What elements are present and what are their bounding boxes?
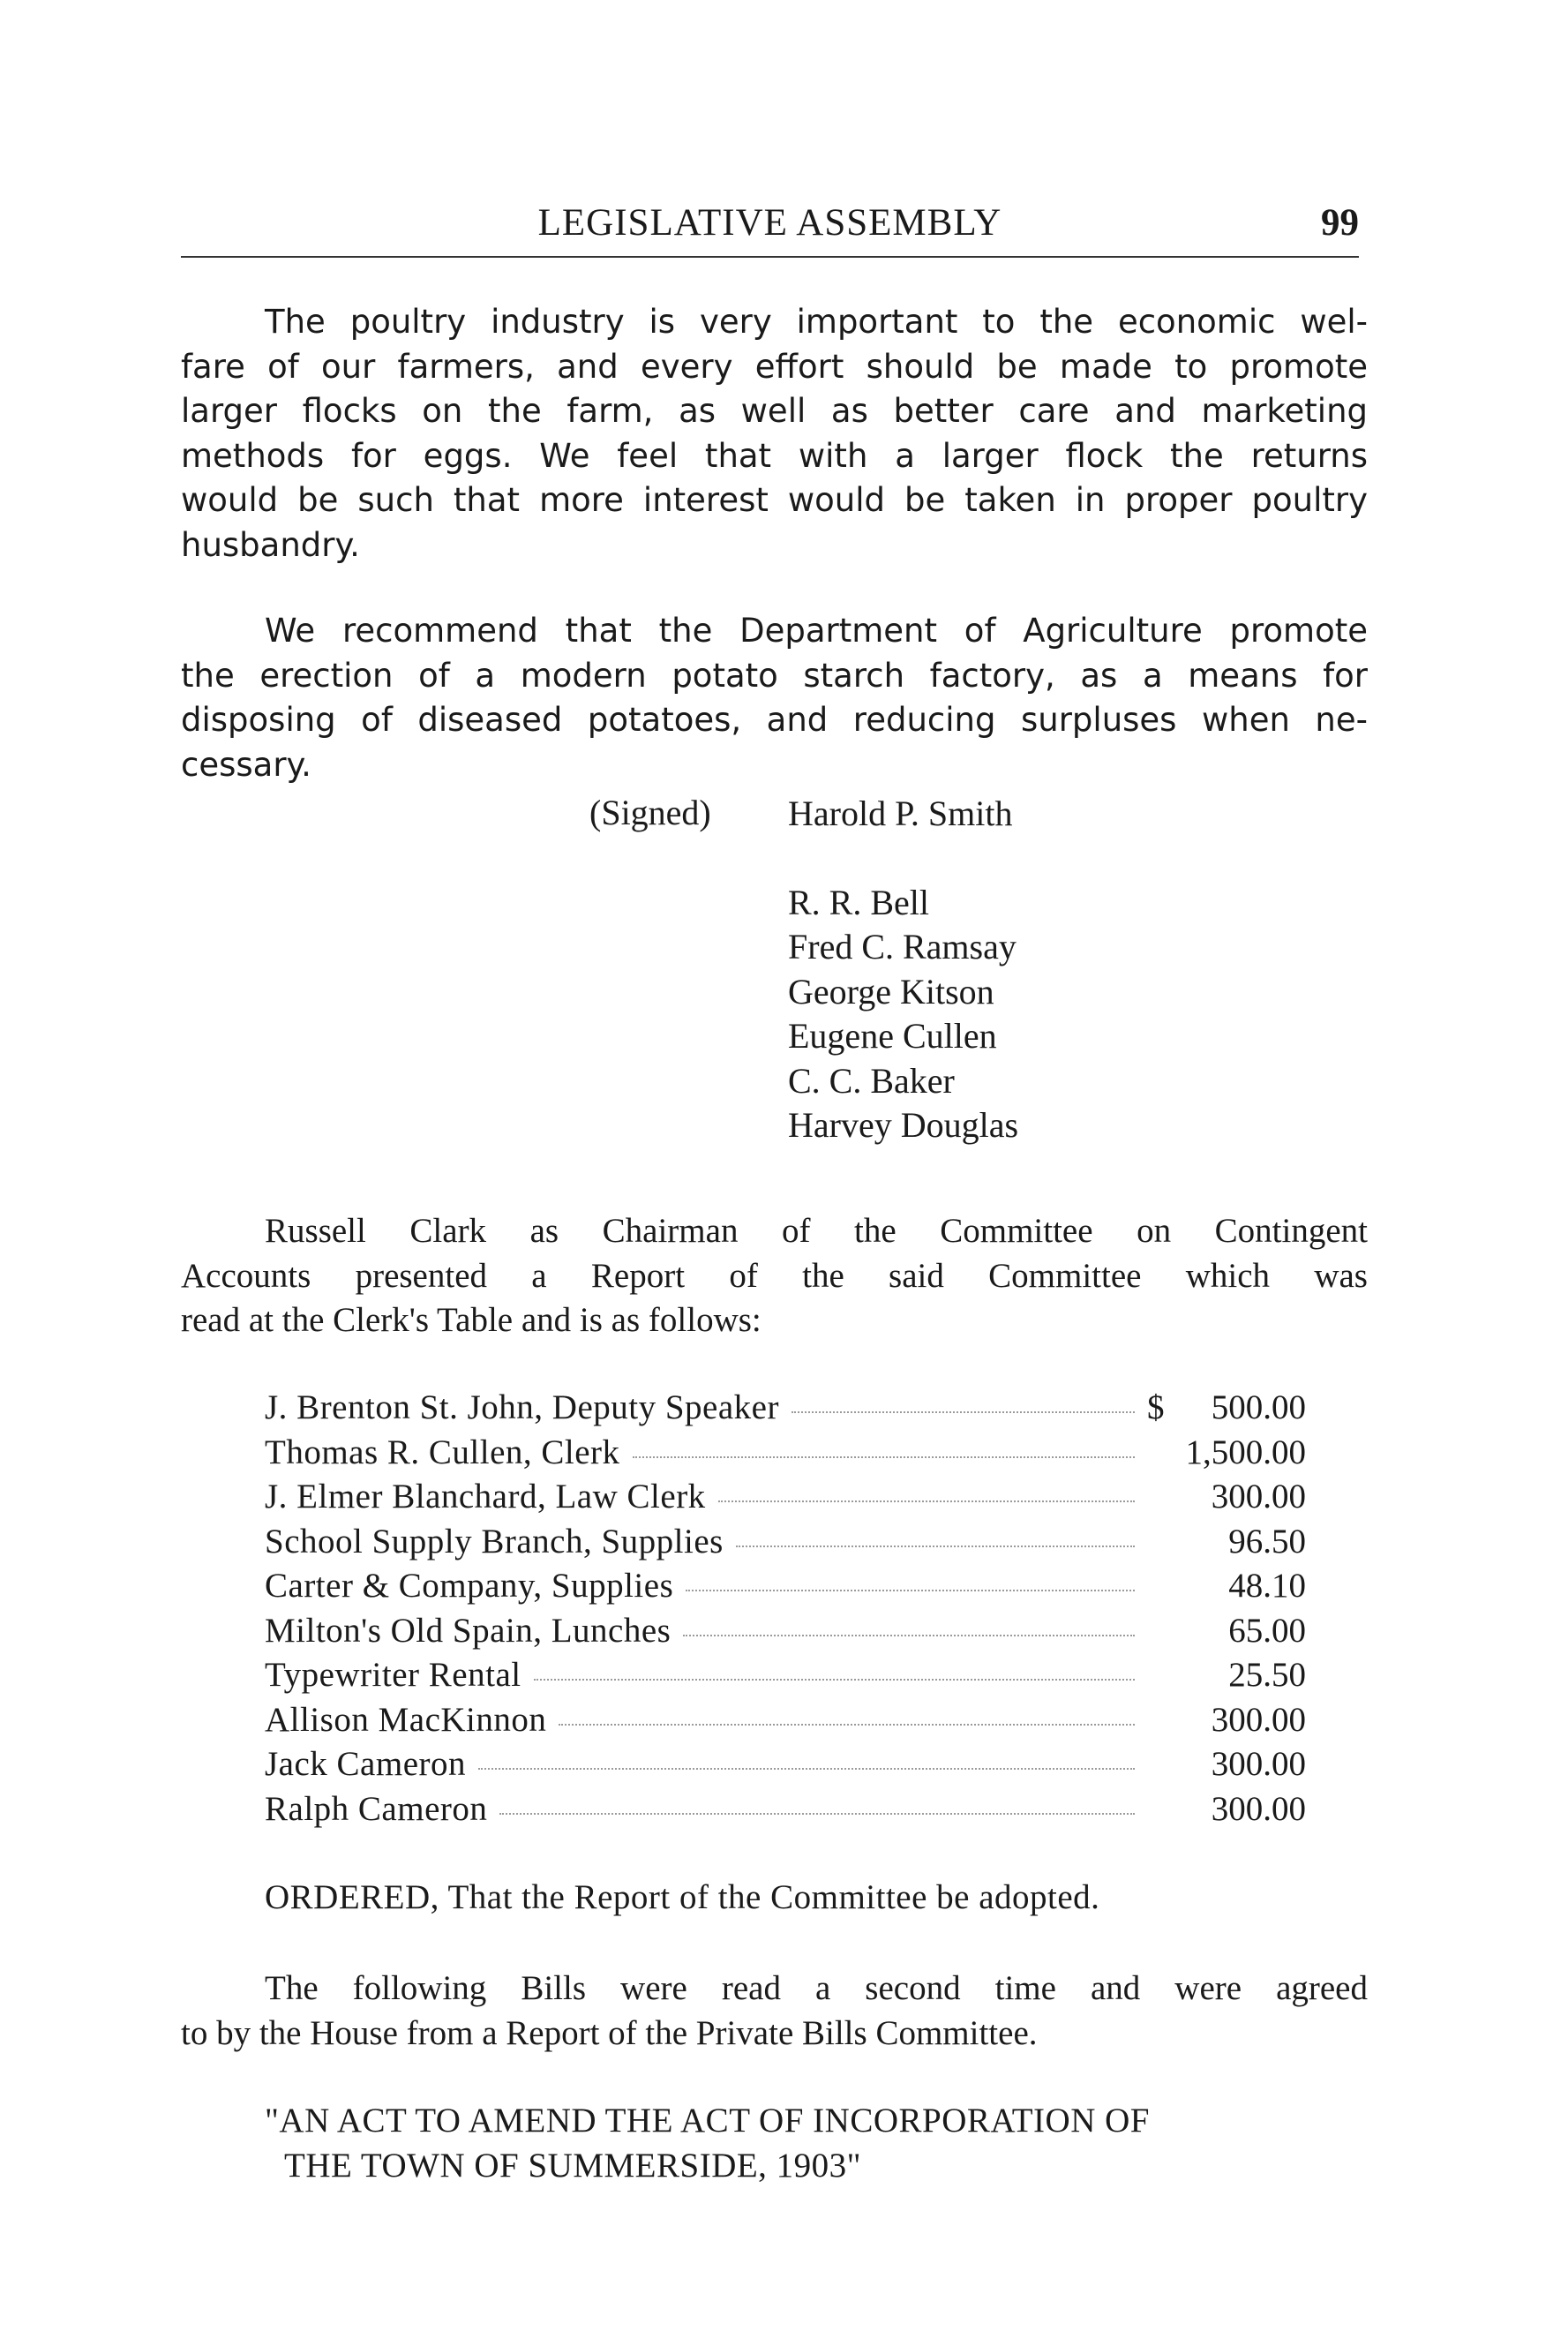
- text-line: the erection of a modern potato starch factory, as a means for: [181, 656, 1368, 695]
- account-amount: 48.10: [1228, 1567, 1306, 1605]
- text-line: larger flocks on the farm, as well as better care and marketing: [181, 392, 1368, 430]
- account-amount: 300.00: [1211, 1745, 1306, 1783]
- account-amount: 25.50: [1228, 1656, 1306, 1694]
- page-number: 99: [1321, 202, 1359, 244]
- account-amount: 1,500.00: [1185, 1433, 1306, 1471]
- text-line: read at the Clerk's Table and is as follows:: [181, 1301, 761, 1339]
- leader-dots: [718, 1500, 1135, 1502]
- account-amount: 300.00: [1211, 1700, 1306, 1739]
- account-name: Jack Cameron: [265, 1745, 467, 1783]
- text-line: fare of our farmers, and every effort should be made to promote: [181, 347, 1368, 386]
- text-line: would be such that more interest would be taken in proper poultry: [181, 481, 1368, 519]
- text-line: Accounts presented a Report of the said Committee which was: [181, 1256, 1368, 1295]
- account-name: Allison MacKinnon: [265, 1700, 547, 1739]
- account-row: [265, 1520, 1306, 1565]
- text-line: methods for eggs. We feel that with a larger flock the returns: [181, 436, 1368, 475]
- running-title: LEGISLATIVE ASSEMBLY: [537, 202, 1002, 244]
- account-amount: 96.50: [1228, 1522, 1306, 1561]
- account-row: [265, 1653, 1306, 1698]
- account-row: [265, 1698, 1306, 1743]
- signatory: Harvey Douglas: [788, 1105, 1019, 1145]
- text-line: cessary.: [181, 745, 311, 784]
- account-amount: 300.00: [1211, 1789, 1306, 1828]
- header-rule: [181, 256, 1359, 258]
- paragraph-starch-factory: [181, 609, 1368, 787]
- account-amount: 500.00: [1211, 1388, 1306, 1426]
- leader-dots: [534, 1679, 1135, 1681]
- signatory: Eugene Cullen: [788, 1016, 997, 1056]
- text-line: Russell Clark as Chairman of the Committee on Contingent: [265, 1212, 1368, 1250]
- leader-dots: [559, 1724, 1135, 1726]
- signatory: George Kitson: [788, 971, 994, 1012]
- text-line: to by the House from a Report of the Private Bills Committee.: [181, 2013, 1038, 2052]
- text-line: "AN ACT TO AMEND THE ACT OF INCORPORATION OF: [265, 2102, 1150, 2140]
- account-row: [265, 1609, 1306, 1654]
- signatories: [788, 792, 1018, 1148]
- leader-dots: [792, 1411, 1135, 1413]
- account-name: School Supply Branch, Supplies: [265, 1522, 724, 1561]
- signatory: Harold P. Smith: [788, 793, 1013, 833]
- account-name: Ralph Cameron: [265, 1789, 488, 1828]
- act-title: [265, 2099, 1368, 2188]
- text-line: disposing of diseased potatoes, and reducing surpluses when ne-: [181, 701, 1368, 739]
- account-row: [265, 1742, 1306, 1787]
- text-line: The poultry industry is very important to the economic wel-: [265, 303, 1368, 341]
- leader-dots: [736, 1546, 1135, 1547]
- signatory: R. R. Bell: [788, 882, 930, 922]
- page-header: [181, 201, 1359, 247]
- account-row: [265, 1431, 1306, 1476]
- text-line: husbandry.: [181, 525, 360, 564]
- text-line: We recommend that the Department of Agriculture promote: [265, 612, 1368, 650]
- account-row: [265, 1787, 1306, 1832]
- accounts-list: [265, 1386, 1306, 1831]
- signed-label: (Signed): [589, 793, 711, 832]
- account-name: Thomas R. Cullen, Clerk: [265, 1433, 620, 1471]
- account-name: Carter & Company, Supplies: [265, 1567, 674, 1605]
- paragraph-bills: [181, 1967, 1368, 2056]
- paragraph-poultry: [181, 300, 1368, 568]
- leader-dots: [683, 1635, 1135, 1636]
- leader-dots: [478, 1768, 1135, 1770]
- account-name: Milton's Old Spain, Lunches: [265, 1611, 671, 1650]
- account-row: [265, 1475, 1306, 1520]
- text-line: The following Bills were read a second time and were agreed: [265, 1969, 1368, 2007]
- account-row: [265, 1564, 1306, 1609]
- signatory: C. C. Baker: [788, 1060, 955, 1101]
- account-row: [265, 1386, 1306, 1431]
- account-name: J. Brenton St. John, Deputy Speaker: [265, 1388, 779, 1426]
- ordered-statement: ORDERED, That the Report of the Committee be adopted.: [265, 1878, 1100, 1916]
- currency-symbol: $: [1147, 1388, 1165, 1426]
- signatory: Fred C. Ramsay: [788, 927, 1017, 966]
- account-amount: 65.00: [1228, 1611, 1306, 1650]
- account-amount: 300.00: [1211, 1478, 1306, 1515]
- account-name: Typewriter Rental: [265, 1656, 521, 1694]
- leader-dots: [633, 1456, 1135, 1458]
- paragraph-contingent-accounts: [181, 1209, 1368, 1343]
- leader-dots: [499, 1813, 1135, 1815]
- leader-dots: [686, 1590, 1135, 1591]
- account-name: J. Elmer Blanchard, Law Clerk: [265, 1478, 706, 1515]
- text-line: THE TOWN OF SUMMERSIDE, 1903": [284, 2146, 862, 2185]
